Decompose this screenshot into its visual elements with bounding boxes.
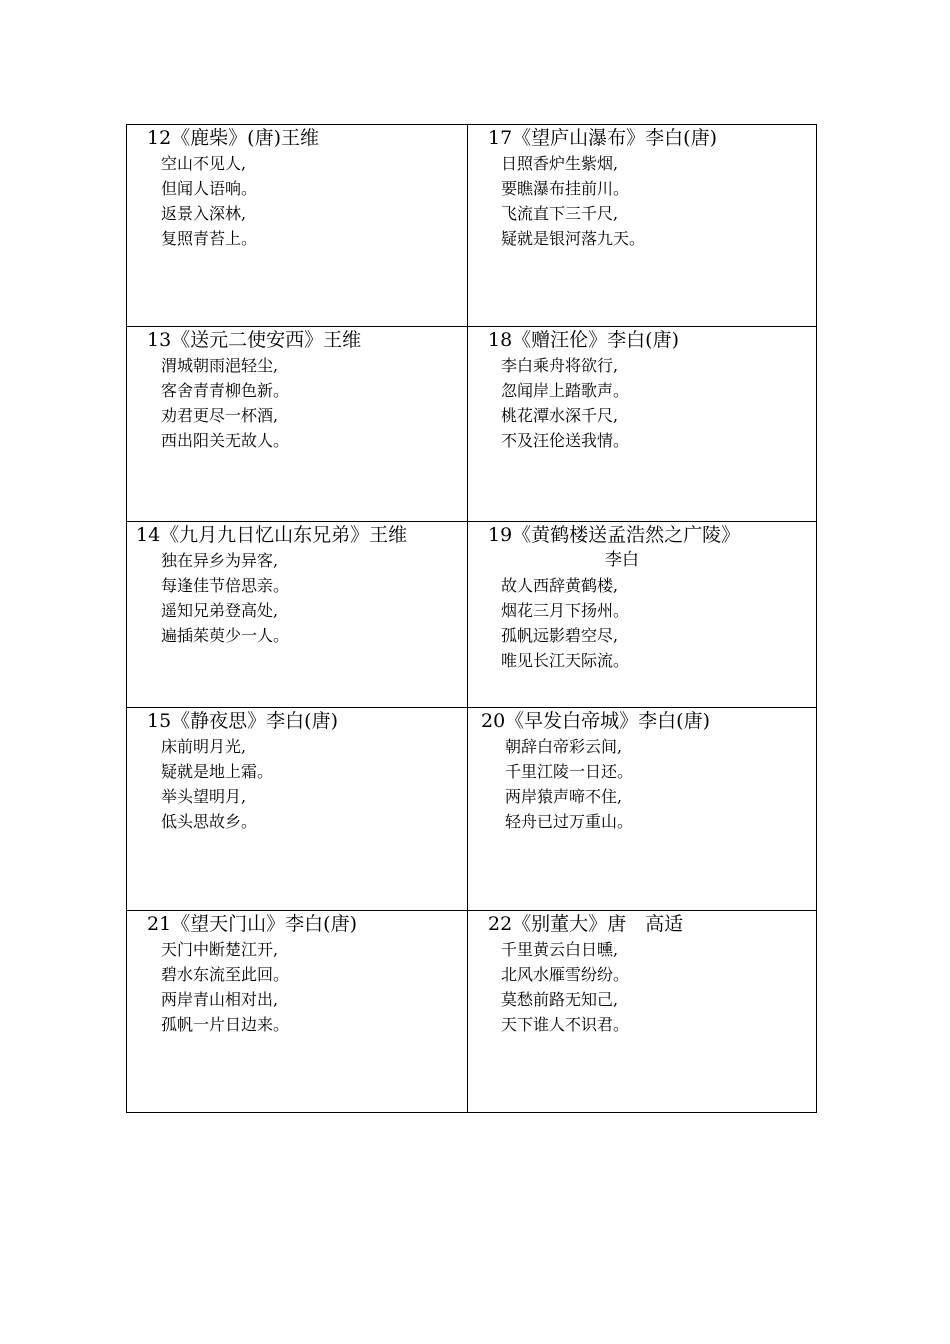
poem-line: 两岸青山相对出, [161,990,279,1009]
poem-line: 劝君更尽一杯酒, [161,406,279,425]
poem-line: 烟花三月下扬州。 [501,601,630,620]
poem-line: 遍插茱萸少一人。 [161,626,290,645]
poem-cell [468,708,817,911]
poem-cell [127,911,468,1113]
poem-line: 空山不见人, [161,154,247,173]
poem-cell [127,522,468,708]
poem-line: 西出阳关无故人。 [161,431,290,450]
poem-title: 21《望天门山》李白(唐) [147,913,358,935]
poem-line: 轻舟已过万重山。 [505,812,634,831]
poem-cell [468,911,817,1113]
poem-line: 两岸猿声啼不住, [505,787,623,806]
poem-cell [468,125,817,327]
poem-line: 疑就是地上霜。 [161,762,274,781]
poem-line: 忽闻岸上踏歌声。 [501,381,630,400]
poem-title: 19《黄鹤楼送孟浩然之广陵》 [488,524,741,546]
poem-line: 故人西辞黄鹤楼, [501,576,619,595]
poem-cell [127,327,468,522]
poem-cell [468,327,817,522]
poem-line: 疑就是银河落九天。 [501,229,646,248]
poem-title: 17《望庐山瀑布》李白(唐) [488,127,718,149]
poem-line: 返景入深林, [161,204,247,223]
poem-line: 千里江陵一日还。 [505,762,634,781]
poem-line: 日照香炉生紫烟, [501,154,619,173]
poem-line: 但闻人语响。 [161,179,258,198]
poem-line: 低头思故乡。 [161,812,258,831]
poem-line: 千里黄云白日曛, [501,940,619,959]
poem-title: 14《九月九日忆山东兄弟》王维 [136,524,408,546]
poem-title: 20《早发白帝城》李白(唐) [481,710,711,732]
poem-line: 北风水雁雪纷纷。 [501,965,630,984]
poem-line: 孤帆一片日边来。 [161,1015,290,1034]
poem-line: 莫愁前路无知己, [501,990,619,1009]
poem-cell [127,708,468,911]
poem-title: 15《静夜思》李白(唐) [147,710,339,732]
table-row [127,327,817,522]
poem-line: 每逢佳节倍思亲。 [161,576,290,595]
poem-line: 遥知兄弟登高处, [161,601,279,620]
poem-title: 18《赠汪伦》李白(唐) [488,329,680,351]
poem-table [126,124,817,1113]
poem-line: 要瞧瀑布挂前川。 [501,179,630,198]
poem-cell [468,522,817,708]
table-row [127,911,817,1113]
table-row [127,708,817,911]
poem-line: 桃花潭水深千尺, [501,406,619,425]
poem-line: 渭城朝雨浥轻尘, [161,356,279,375]
poem-line: 飞流直下三千尺, [501,204,619,223]
poem-title: 12《鹿柴》(唐)王维 [147,127,320,149]
poem-line: 天门中断楚江开, [161,940,279,959]
table-row [127,522,817,708]
poem-line: 客舍青青柳色新。 [161,381,290,400]
poem-title: 13《送元二使安西》王维 [147,329,362,351]
poem-line: 朝辞白帝彩云间, [505,737,623,756]
poem-line: 复照青苔上。 [161,229,258,248]
poem-line: 天下谁人不识君。 [501,1015,630,1034]
table-row [127,125,817,327]
poem-title: 22《别董大》唐 高适 [488,913,684,935]
poem-line: 唯见长江天际流。 [501,651,630,670]
poem-author: 李白 [605,550,639,570]
poem-line: 李白乘舟将欲行, [501,356,619,375]
poem-line: 独在异乡为异客, [161,551,279,570]
poem-line: 碧水东流至此回。 [161,965,290,984]
poem-line: 不及汪伦送我情。 [501,431,630,450]
poem-line: 床前明月光, [161,737,247,756]
poem-line: 举头望明月, [161,787,247,806]
poem-line: 孤帆远影碧空尽, [501,626,619,645]
poem-cell [127,125,468,327]
